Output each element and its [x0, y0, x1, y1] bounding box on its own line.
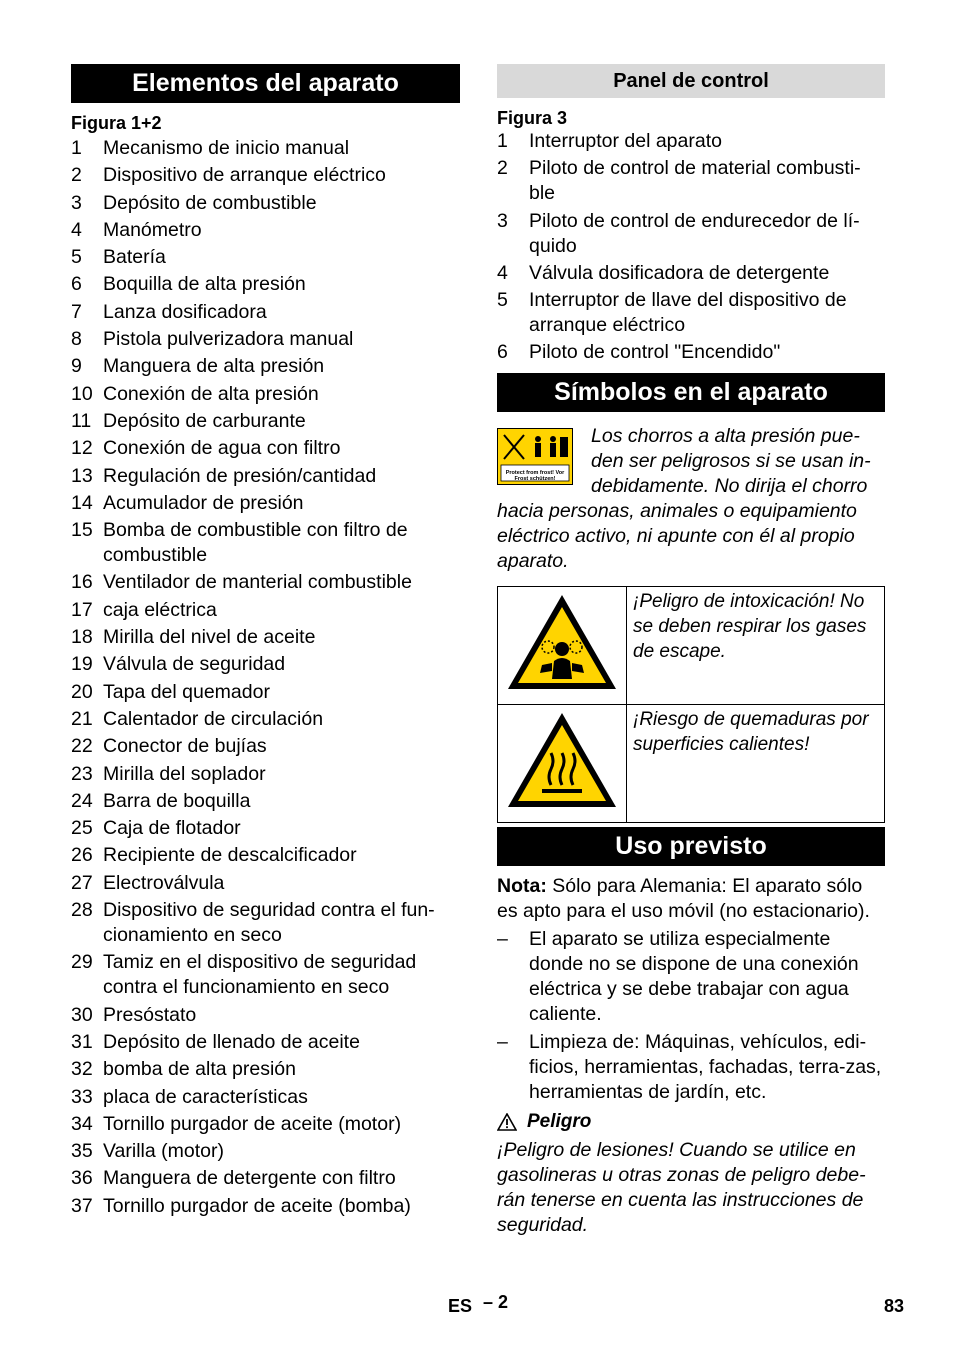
- elements-list-item-text: Conector de bujías: [103, 735, 267, 758]
- control-panel-list-item-text: Piloto de control de material combusti-ble: [529, 157, 861, 205]
- elements-list-item-text: Ventilador de manterial combustible: [103, 571, 412, 594]
- elements-list-item-text: Batería: [103, 246, 166, 269]
- elements-list-item-text: Presóstato: [103, 1003, 197, 1026]
- elements-list-item: [71, 1112, 460, 1137]
- elements-list-item: [71, 570, 460, 595]
- elements-list-item: [71, 327, 460, 352]
- elements-list-item-text: Boquilla de alta presión: [103, 273, 306, 296]
- control-panel-list-item-number: 4: [497, 261, 508, 284]
- elements-list-item-text: Varilla (motor): [103, 1140, 224, 1163]
- elements-list-item-text: Conexión de agua con filtro: [103, 437, 341, 460]
- elements-list-item: [71, 272, 460, 297]
- control-panel-list-item: [497, 340, 885, 365]
- elements-list-item-number: 21: [71, 707, 93, 730]
- use-bullet-text: El aparato se utiliza especialmente donde no se dispone de una conexión eléctrica y se debe trabajar con agua caliente.: [529, 928, 859, 1026]
- elements-list-item-number: 18: [71, 626, 93, 649]
- elements-list-item-text: Dispositivo de seguridad contra el fun-cionamiento en seco: [103, 899, 435, 947]
- elements-list-item-text: caja eléctrica: [103, 598, 217, 621]
- elements-list-item: [71, 382, 460, 407]
- right-column: [497, 64, 885, 1238]
- elements-list-item-text: Lanza dosificadora: [103, 300, 267, 323]
- elements-list-item: [71, 652, 460, 677]
- elements-list-item-number: 35: [71, 1140, 93, 1163]
- elements-list-item-text: Mirilla del soplador: [103, 762, 266, 785]
- heading-panel-control: Panel de control: [497, 64, 885, 98]
- elements-list-item: [71, 1194, 460, 1219]
- elements-list-item: [71, 191, 460, 216]
- bullet-dash: –: [497, 928, 508, 951]
- elements-list-item-text: Depósito de carburante: [103, 409, 306, 432]
- elements-list-item-number: 22: [71, 735, 93, 758]
- elements-list-item-text: Manguera de alta presión: [103, 355, 325, 378]
- danger-text: ¡Peligro de lesiones! Cuando se utilice en gasolineras u otras zonas de peligro debe-rán tenerse en cuenta las instrucciones de seguridad.: [497, 1139, 866, 1237]
- symbols-block: [497, 424, 885, 574]
- elements-list-item-number: 11: [71, 409, 92, 432]
- control-panel-list-item-text: Piloto de control de endurecedor de lí-quido: [529, 209, 860, 257]
- bullet-dash: –: [497, 1031, 508, 1054]
- note-paragraph: [497, 874, 885, 924]
- elements-list-item-number: 9: [71, 355, 82, 378]
- elements-list-item-number: 36: [71, 1167, 93, 1190]
- elements-list-item-text: Regulación de presión/cantidad: [103, 464, 377, 487]
- elements-list-item-text: Dispositivo de arranque eléctrico: [103, 164, 386, 187]
- note-text: Sólo para Alemania: El aparato sólo es apto para el uso móvil (no estacionario).: [497, 875, 870, 923]
- use-bullet-item: [497, 927, 885, 1027]
- elements-list-item: [71, 218, 460, 243]
- elements-list-item: [71, 1166, 460, 1191]
- elements-list-item: [71, 625, 460, 650]
- elements-list-item-number: 5: [71, 246, 82, 269]
- control-panel-list-item-text: Válvula dosificadora de detergente: [529, 261, 830, 284]
- elements-list-item-text: Válvula de seguridad: [103, 653, 286, 676]
- warning-row-intoxication: [498, 587, 885, 705]
- elements-list-item: [71, 1139, 460, 1164]
- control-panel-list-item-text: Piloto de control "Encendido": [529, 341, 781, 364]
- elements-list-item-number: 13: [71, 464, 93, 487]
- elements-list-item-number: 17: [71, 598, 93, 621]
- elements-list-item-number: 27: [71, 871, 93, 894]
- frost-label-text: Protect from frost! Vor Frost schützen!: [505, 470, 565, 483]
- elements-list-item-text: Recipiente de descalcificador: [103, 844, 357, 867]
- use-bullet-list: [497, 927, 885, 1105]
- elements-list-item-number: 25: [71, 817, 93, 840]
- elements-list-item: [71, 950, 460, 1000]
- elements-list-item: [71, 518, 460, 568]
- elements-list-item-text: Manguera de detergente con filtro: [103, 1167, 396, 1190]
- elements-list-item: [71, 136, 460, 161]
- elements-list-item: [71, 1057, 460, 1082]
- elements-list-item-number: 30: [71, 1003, 93, 1026]
- control-panel-list-item-number: 2: [497, 157, 508, 180]
- hot-surface-warning-icon: [498, 705, 627, 823]
- elements-list-item-text: Pistola pulverizadora manual: [103, 328, 354, 351]
- elements-list-item-text: bomba de alta presión: [103, 1058, 296, 1081]
- elements-list-item: [71, 1030, 460, 1055]
- elements-list-item: [71, 734, 460, 759]
- use-bullet-item: [497, 1030, 885, 1105]
- elements-list-item: [71, 491, 460, 516]
- elements-list: [71, 136, 460, 1219]
- elements-list-item-number: 15: [71, 519, 93, 542]
- elements-list-item-text: Manómetro: [103, 218, 202, 241]
- warning-row-burn: [498, 705, 885, 823]
- danger-heading: [497, 1109, 885, 1134]
- heading-simbolos: Símbolos en el aparato: [497, 373, 885, 412]
- warning-table: [497, 586, 885, 823]
- elements-list-item-text: Conexión de alta presión: [103, 382, 319, 405]
- elements-list-item-text: Tapa del quemador: [103, 680, 270, 703]
- elements-list-item-text: Mirilla del nivel de aceite: [103, 626, 316, 649]
- footer-language: ES: [448, 1296, 473, 1316]
- elements-list-item: [71, 1003, 460, 1028]
- control-panel-list-item: [497, 129, 885, 154]
- heading-uso-previsto: Uso previsto: [497, 827, 885, 866]
- elements-list-item-number: 28: [71, 899, 93, 922]
- elements-list-item: [71, 409, 460, 434]
- elements-list-item-number: 33: [71, 1085, 93, 1108]
- elements-list-item: [71, 163, 460, 188]
- elements-list-item-number: 2: [71, 164, 82, 187]
- elements-list-item-number: 20: [71, 680, 93, 703]
- elements-list-item-text: Depósito de llenado de aceite: [103, 1030, 360, 1053]
- elements-list-item-number: 29: [71, 951, 93, 974]
- control-panel-list-item-text: Interruptor del aparato: [529, 130, 722, 152]
- elements-list-item-text: Bomba de combustible con filtro de combustible: [103, 519, 408, 567]
- elements-list-item-number: 31: [71, 1030, 93, 1053]
- control-panel-list-item-number: 5: [497, 289, 508, 312]
- elements-list-item: [71, 898, 460, 948]
- footer-section: – 2: [483, 1292, 509, 1312]
- elements-list-item-number: 7: [71, 300, 82, 323]
- left-column: [71, 64, 460, 1221]
- elements-list-item-text: Caja de flotador: [103, 817, 241, 840]
- elements-list-item: [71, 464, 460, 489]
- elements-list-item-text: Depósito de combustible: [103, 191, 317, 214]
- elements-list-item: [71, 598, 460, 623]
- elements-list-item-number: 12: [71, 437, 93, 460]
- elements-list-item-number: 19: [71, 653, 93, 676]
- elements-list-item-number: 8: [71, 328, 82, 351]
- elements-list-item-number: 24: [71, 789, 93, 812]
- elements-list-item-number: 34: [71, 1112, 93, 1135]
- elements-list-item-number: 14: [71, 491, 93, 514]
- elements-list-item-number: 37: [71, 1194, 93, 1217]
- elements-list-item-number: 23: [71, 762, 93, 785]
- elements-list-item-text: Acumulador de presión: [103, 491, 304, 514]
- elements-list-item: [71, 871, 460, 896]
- pressure-jet-warning-label-icon: [497, 428, 573, 485]
- elements-list-item: [71, 707, 460, 732]
- note-label: Nota:: [497, 875, 547, 898]
- elements-list-item-text: Tornillo purgador de aceite (motor): [103, 1112, 402, 1135]
- control-panel-list: [497, 129, 885, 365]
- elements-list-item-text: placa de características: [103, 1085, 308, 1108]
- elements-list-item-number: 4: [71, 218, 82, 241]
- warning-triangle-icon: [497, 1113, 517, 1131]
- elements-list-item-number: 3: [71, 191, 82, 214]
- warning-burn-text: ¡Riesgo de quemaduras por superficies calientes!: [627, 705, 885, 823]
- elements-list-item: [71, 300, 460, 325]
- elements-list-item-number: 10: [71, 382, 93, 405]
- control-panel-list-item: [497, 288, 885, 338]
- elements-list-item-text: Calentador de circulación: [103, 707, 324, 730]
- elements-list-item: [71, 1085, 460, 1110]
- danger-label: Peligro: [527, 1111, 592, 1133]
- elements-list-item: [71, 789, 460, 814]
- elements-list-item: [71, 680, 460, 705]
- symbols-description: Los chorros a alta presión pue-den ser peligrosos si se usan in-debidamente. No dirija el chorro hacia personas, animales o equipamiento eléctrico activo, ni apunte con él al propio aparato.: [497, 425, 871, 573]
- control-panel-list-item: [497, 156, 885, 206]
- figure-label-left: Figura 1+2: [71, 113, 162, 133]
- elements-list-item: [71, 354, 460, 379]
- elements-list-item-number: 32: [71, 1058, 93, 1081]
- elements-list-item-text: Tamiz en el dispositivo de seguridad contra el funcionamiento en seco: [103, 951, 417, 999]
- elements-list-item-number: 26: [71, 844, 93, 867]
- elements-list-item-text: Mecanismo de inicio manual: [103, 137, 350, 159]
- elements-list-item-number: 1: [71, 137, 82, 159]
- elements-list-item: [71, 762, 460, 787]
- control-panel-list-item-number: 1: [497, 130, 508, 152]
- elements-list-item: [71, 843, 460, 868]
- elements-list-item-number: 16: [71, 571, 93, 594]
- elements-list-item: [71, 436, 460, 461]
- elements-list-item: [71, 816, 460, 841]
- figure-label-right: Figura 3: [497, 108, 568, 128]
- control-panel-list-item-number: 3: [497, 209, 508, 232]
- toxic-gas-warning-icon: [498, 587, 627, 705]
- heading-elementos: Elementos del aparato: [71, 64, 460, 103]
- control-panel-list-item-text: Interruptor de llave del dispositivo de arranque eléctrico: [529, 289, 847, 337]
- control-panel-list-item: [497, 261, 885, 286]
- warning-intoxication-text: ¡Peligro de intoxicación! No se deben respirar los gases de escape.: [627, 587, 885, 705]
- control-panel-list-item-number: 6: [497, 341, 508, 364]
- elements-list-item: [71, 245, 460, 270]
- elements-list-item-number: 6: [71, 273, 82, 296]
- elements-list-item-text: Tornillo purgador de aceite (bomba): [103, 1194, 411, 1217]
- use-bullet-text: Limpieza de: Máquinas, vehículos, edi-ficios, herramientas, fachadas, terra-zas, herramientas de jardín, etc.: [529, 1031, 882, 1104]
- elements-list-item-text: Barra de boquilla: [103, 789, 251, 812]
- control-panel-list-item: [497, 209, 885, 259]
- footer-page-number: 83: [884, 1296, 905, 1316]
- elements-list-item-text: Electroválvula: [103, 871, 225, 894]
